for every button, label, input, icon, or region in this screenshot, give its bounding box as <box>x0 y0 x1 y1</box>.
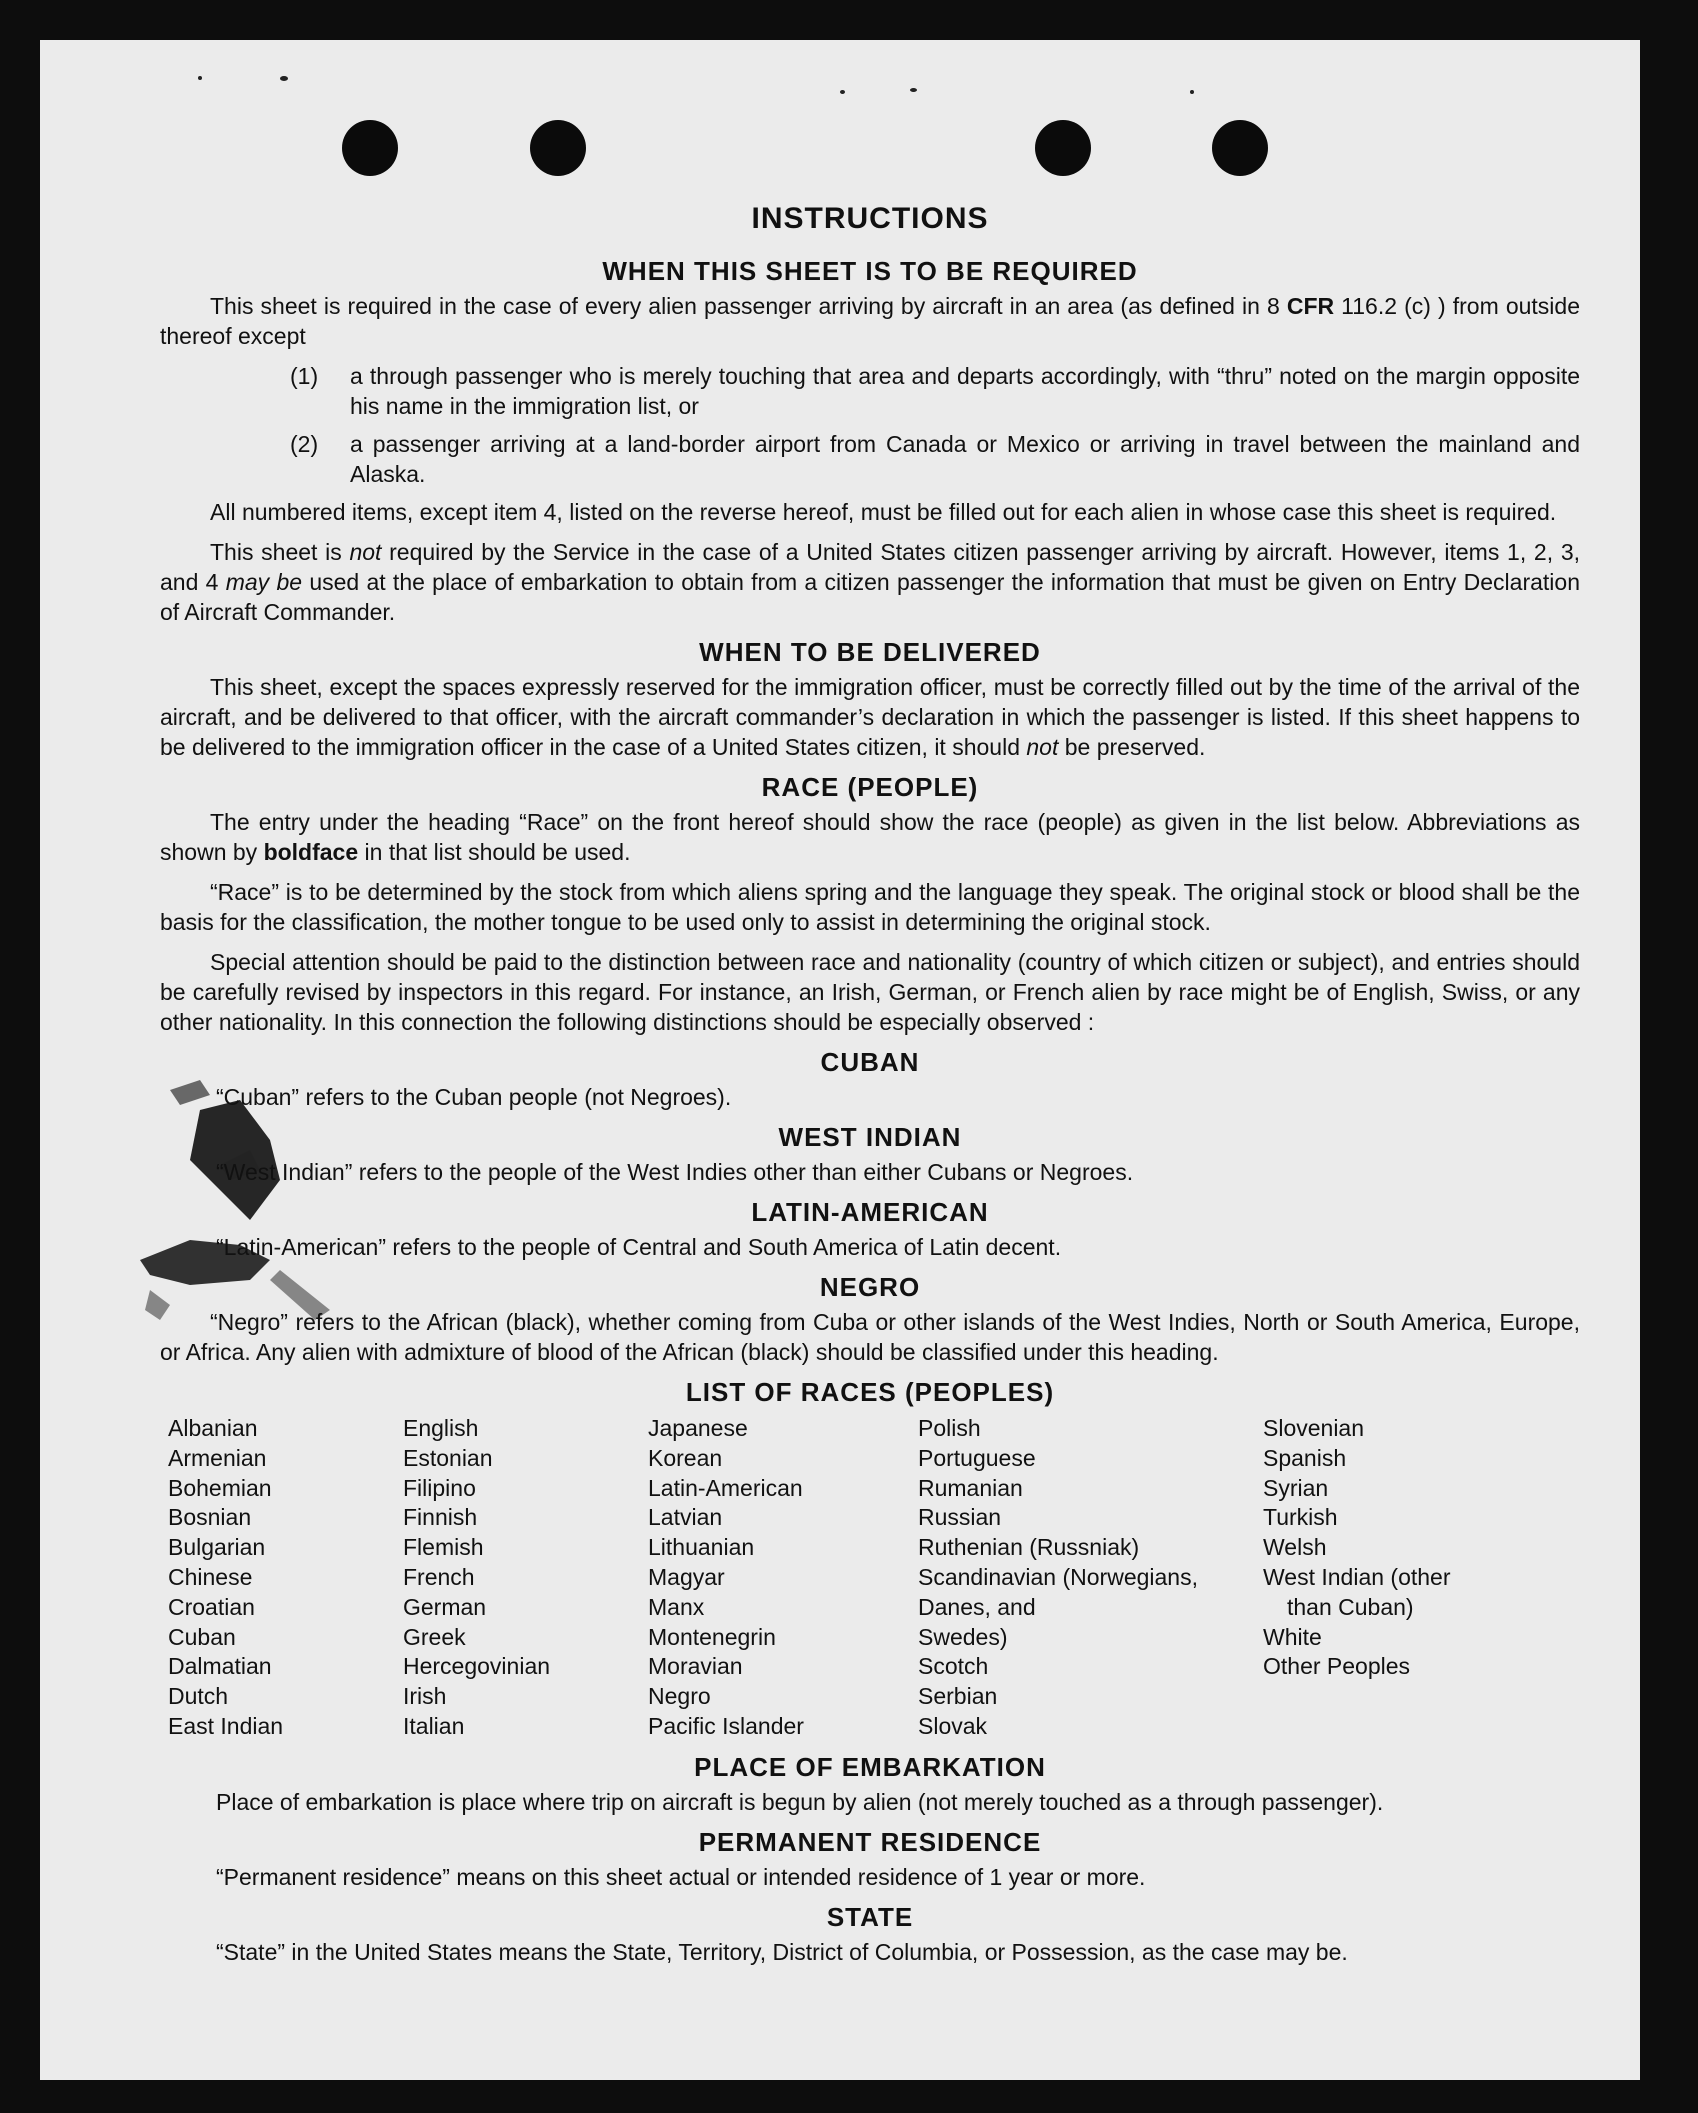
race-item: Estonian <box>403 1444 493 1471</box>
text-italic: may be <box>225 569 303 595</box>
race-item: White <box>1263 1623 1322 1650</box>
race-item: Portuguese <box>918 1444 1036 1471</box>
race-item: Other Peoples <box>1263 1653 1411 1680</box>
definition-embarkation: Place of embarkation is place where trip on aircraft is begun by alien (not merely touched as a through passenger). <box>216 1788 1384 1815</box>
definition-residence: “Permanent residence” means on this sheet actual or intended residence of 1 year or more. <box>216 1863 1146 1890</box>
race-item: Irish <box>403 1683 447 1710</box>
heading-embarkation: PLACE OF EMBARKATION <box>694 1751 1046 1782</box>
race-item: Moravian <box>648 1653 743 1680</box>
race-item: Italian <box>403 1712 465 1739</box>
race-item: West Indian (other <box>1263 1563 1451 1590</box>
text-italic: not <box>1026 734 1059 760</box>
paragraph-race-nationality: Special attention should be paid to the distinction between race and nationality (country of which citizen or subject), and entries should be carefully revised by inspectors in this regard. For instance, an Irish, German, or French alien by race might be of English, Swiss, or any other nationality. In this connection the following distinctions should be especially observed : <box>160 949 1580 1035</box>
race-item: English <box>403 1415 479 1441</box>
race-item: Danes, and <box>918 1593 1036 1620</box>
race-item: Spanish <box>1263 1444 1347 1471</box>
race-item: Slovenian <box>1263 1415 1365 1441</box>
paragraph-delivered <box>160 672 1580 762</box>
race-item: Croatian <box>168 1593 255 1620</box>
text: This sheet is required in the case of every alien passenger arriving by aircraft in an area (as defined in 8 <box>210 293 1287 319</box>
race-item: Russian <box>918 1504 1002 1531</box>
paragraph-race-heading <box>160 807 1580 867</box>
document-sheet <box>40 40 1640 2080</box>
text: used at the place of embarkation to obtain from a citizen passenger the information that must be given on Entry Declaration of Aircraft Commander. <box>160 569 1580 625</box>
heading-when-delivered: WHEN TO BE DELIVERED <box>699 637 1041 667</box>
race-item: Magyar <box>648 1563 725 1590</box>
race-item: Hercegovinian <box>403 1653 551 1680</box>
definition-negro: “Negro” refers to the African (black), whether coming from Cuba or other islands of the West Indies, North or South America, Europe, or Africa. Any alien with admixture of blood of the African (black) should be classified under this heading. <box>160 1309 1580 1365</box>
race-item: Pacific Islander <box>648 1712 804 1739</box>
race-item: Albanian <box>168 1415 258 1441</box>
definition-latin-american: “Latin-American” refers to the people of Central and South America of Latin decent. <box>216 1234 1062 1260</box>
paragraph-citizen <box>160 537 1580 627</box>
race-item: Greek <box>403 1623 466 1650</box>
heading-race: RACE (PEOPLE) <box>761 772 979 802</box>
text-italic: not <box>349 539 382 565</box>
paragraph-numbered-items: All numbered items, except item 4, listed on the reverse hereof, must be filled out for each alien in whose case this sheet is required. <box>210 499 1557 525</box>
race-item: Latvian <box>648 1504 723 1531</box>
races-column <box>1263 1414 1543 1742</box>
race-item: Syrian <box>1263 1474 1329 1501</box>
text-bold: boldface <box>263 839 359 865</box>
race-item: Latin-American <box>648 1474 803 1501</box>
definition-state: “State” in the United States means the State, Territory, District of Columbia, or Possession, as the case may be. <box>216 1938 1348 1965</box>
race-item: Chinese <box>168 1563 253 1590</box>
punch-hole <box>530 120 586 176</box>
race-item: Slovak <box>918 1712 988 1739</box>
heading-negro: NEGRO <box>819 1272 921 1302</box>
text: The entry under the heading “Race” on the front hereof should show the race (people) as given in the list below. Abbreviations as shown by <box>160 809 1580 865</box>
speck <box>910 88 917 92</box>
race-item: Polish <box>918 1415 981 1441</box>
item-text: a through passenger who is merely touching that area and departs accordingly, with “thru” noted on the margin opposite his name in the immigration list, or <box>350 363 1580 419</box>
race-item: Bohemian <box>168 1474 272 1501</box>
exception-item <box>290 429 1580 489</box>
races-column <box>168 1414 403 1742</box>
races-column <box>403 1414 648 1742</box>
text-bold: CFR <box>1286 293 1335 319</box>
race-item: German <box>403 1593 487 1620</box>
paragraph-required <box>160 291 1580 351</box>
text: 116.2 (c) ) from outside thereof except <box>160 293 1580 349</box>
speck <box>840 90 845 94</box>
race-item: Armenian <box>168 1444 267 1471</box>
race-item: Scandinavian (Norwegians, <box>918 1563 1198 1590</box>
heading-state: STATE <box>826 1901 914 1932</box>
race-item: than Cuban) <box>1287 1593 1414 1620</box>
paragraph-race-definition: “Race” is to be determined by the stock from which aliens spring and the language they speak. The original stock or blood shall be the basis for the classification, the mother tongue to be used only to assist in determining the original stock. <box>160 879 1580 935</box>
speck <box>198 76 202 80</box>
text: This sheet is <box>210 539 350 565</box>
race-item: Flemish <box>403 1534 484 1561</box>
races-list <box>168 1414 1580 1742</box>
race-item: Filipino <box>403 1474 476 1501</box>
race-item: Montenegrin <box>648 1623 776 1650</box>
race-item: French <box>403 1563 475 1590</box>
item-text: a passenger arriving at a land-border airport from Canada or Mexico or arriving in travel between the mainland and Alaska. <box>350 431 1580 487</box>
races-column <box>918 1414 1263 1742</box>
text: in that list should be used. <box>358 839 631 865</box>
race-item: Dutch <box>168 1683 229 1710</box>
item-number: (2) <box>290 431 319 457</box>
definition-west-indian: “West Indian” refers to the people of the West Indies other than either Cubans or Negroes. <box>216 1159 1134 1185</box>
race-item: Rumanian <box>918 1474 1023 1501</box>
speck <box>280 76 288 81</box>
race-item: Japanese <box>648 1415 748 1441</box>
race-item: Scotch <box>918 1653 989 1680</box>
punch-hole <box>1212 120 1268 176</box>
exception-item <box>290 361 1580 421</box>
text: be preserved. <box>1058 734 1206 760</box>
races-column <box>648 1414 918 1742</box>
heading-cuban: CUBAN <box>820 1047 920 1077</box>
speck <box>1190 90 1194 94</box>
race-item: East Indian <box>168 1712 284 1739</box>
race-item: Manx <box>648 1593 705 1620</box>
text: This sheet, except the spaces expressly reserved for the immigration officer, must be correctly filled out by the time of the arrival of the aircraft, and be delivered to that officer, with the aircraft commander’s declaration in which the passenger is listed. If this sheet happens to be delivered to the immigration officer in the case of a United States citizen, it should <box>160 674 1580 760</box>
race-item: Turkish <box>1263 1504 1338 1531</box>
race-item: Swedes) <box>918 1623 1008 1650</box>
definition-cuban: “Cuban” refers to the Cuban people (not Negroes). <box>216 1084 732 1110</box>
heading-residence: PERMANENT RESIDENCE <box>698 1826 1042 1857</box>
heading-west-indian: WEST INDIAN <box>778 1122 962 1152</box>
race-item: Korean <box>648 1444 723 1471</box>
race-item: Welsh <box>1263 1534 1327 1561</box>
text: required by the Service in the case of a United States citizen passenger arriving by aircraft. However, items 1, 2, 3, and 4 <box>160 539 1580 595</box>
heading-when-required: WHEN THIS SHEET IS TO BE REQUIRED <box>602 256 1138 286</box>
heading-latin-american: LATIN-AMERICAN <box>751 1197 989 1227</box>
punch-hole <box>342 120 398 176</box>
race-item: Lithuanian <box>648 1534 755 1561</box>
heading-list-of-races: LIST OF RACES (PEOPLES) <box>685 1377 1055 1407</box>
race-item: Negro <box>648 1683 711 1710</box>
race-item: Dalmatian <box>168 1653 272 1680</box>
item-number: (1) <box>290 363 319 389</box>
instructions-content <box>160 202 1580 1975</box>
race-item: Serbian <box>918 1683 998 1710</box>
race-item: Bulgarian <box>168 1534 266 1561</box>
race-item: Bosnian <box>168 1504 252 1531</box>
page-title: INSTRUCTIONS <box>751 202 989 235</box>
race-item: Cuban <box>168 1623 236 1650</box>
punch-hole <box>1035 120 1091 176</box>
race-item: Ruthenian (Russniak) <box>918 1534 1140 1561</box>
race-item: Finnish <box>403 1504 478 1531</box>
